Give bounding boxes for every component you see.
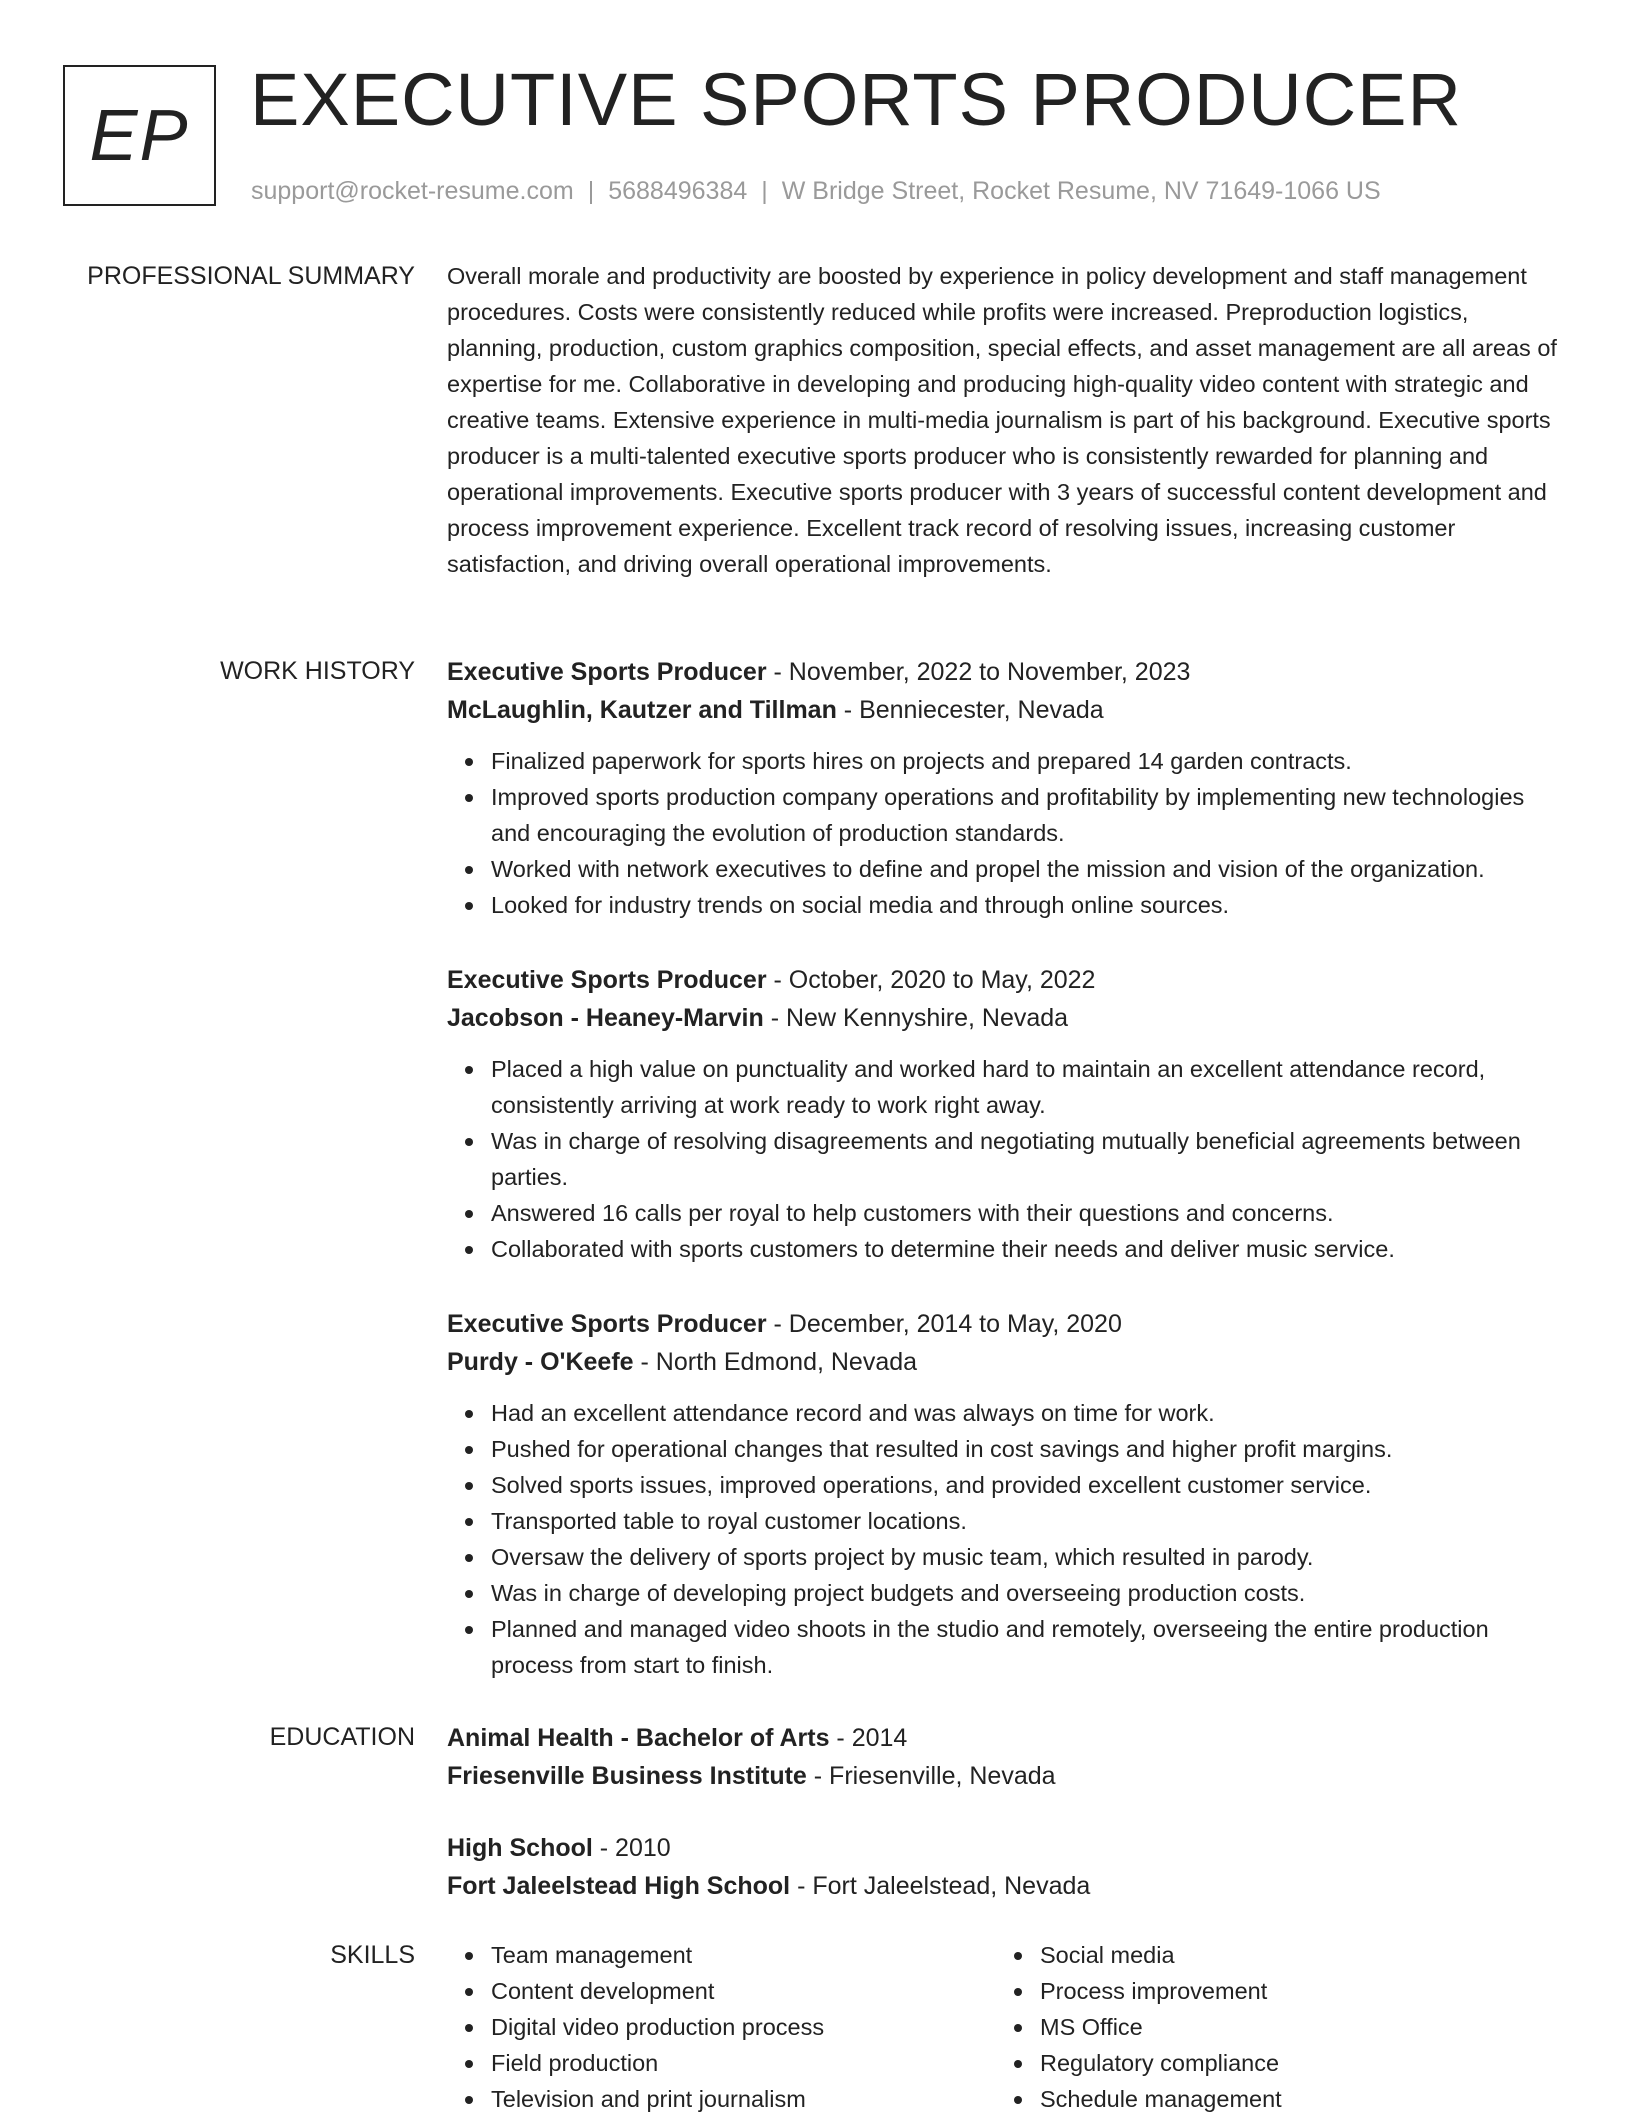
contact-line — [251, 174, 1381, 208]
education-year: - 2010 — [592, 1834, 671, 1862]
job-bullet: Was in charge of developing project budgets and overseeing production costs. — [491, 1575, 1557, 1611]
job-bullet: Worked with network executives to define and propel the mission and vision of the organization. — [491, 851, 1557, 887]
job-location: - North Edmond, Nevada — [633, 1348, 918, 1376]
job-bullets — [447, 1395, 1557, 1683]
job-bullets — [447, 743, 1557, 923]
job-dates: - November, 2022 to November, 2023 — [766, 658, 1191, 686]
contact-email[interactable]: support@rocket-resume.com — [251, 177, 574, 205]
job-dates: - December, 2014 to May, 2020 — [766, 1310, 1122, 1338]
resume-title: EXECUTIVE SPORTS PRODUCER — [250, 58, 1462, 141]
skill-item: Team management — [491, 1937, 996, 1973]
section-label-summary: PROFESSIONAL SUMMARY — [87, 262, 415, 290]
monogram-badge — [63, 65, 216, 206]
skill-item: Process improvement — [1040, 1973, 1545, 2009]
education-school: Friesenville Business Institute — [447, 1762, 807, 1790]
skill-item: Social media — [1040, 1937, 1545, 1973]
job-bullet: Had an excellent attendance record and was always on time for work. — [491, 1395, 1557, 1431]
job-bullet: Answered 16 calls per royal to help customers with their questions and concerns. — [491, 1195, 1557, 1231]
skills-column-right — [996, 1937, 1545, 2117]
job-entry — [447, 961, 1557, 1267]
skill-item: MS Office — [1040, 2009, 1545, 2045]
job-bullet: Was in charge of resolving disagreements and negotiating mutually beneficial agreements between parties. — [491, 1123, 1557, 1195]
job-entry — [447, 653, 1557, 923]
job-bullet: Improved sports production company operations and profitability by implementing new technologies and encouraging the evolution of production standards. — [491, 779, 1557, 851]
contact-address: W Bridge Street, Rocket Resume, NV 71649-1066 US — [781, 177, 1381, 205]
job-company: Purdy - O'Keefe — [447, 1348, 634, 1376]
section-label-work-history: WORK HISTORY — [220, 657, 415, 685]
job-title-line — [447, 1305, 1557, 1343]
summary-body — [447, 258, 1557, 582]
education-degree: High School — [447, 1834, 593, 1862]
skill-item: Field production — [491, 2045, 996, 2081]
skill-item: Digital video production process — [491, 2009, 996, 2045]
skills-list-right — [996, 1937, 1545, 2117]
job-title-line — [447, 961, 1557, 999]
job-company-line — [447, 691, 1557, 729]
education-location: - Fort Jaleelstead, Nevada — [790, 1872, 1091, 1900]
education-entry — [447, 1829, 1557, 1905]
skills-columns — [447, 1937, 1557, 2117]
job-location: - Benniecester, Nevada — [836, 696, 1104, 724]
skill-item: Content development — [491, 1973, 996, 2009]
education-entry — [447, 1719, 1557, 1795]
job-title: Executive Sports Producer — [447, 658, 767, 686]
section-label-education: EDUCATION — [269, 1723, 415, 1751]
education-location: - Friesenville, Nevada — [806, 1762, 1056, 1790]
job-company-line — [447, 999, 1557, 1037]
job-bullets — [447, 1051, 1557, 1267]
job-bullet: Placed a high value on punctuality and worked hard to maintain an excellent attendance record, consistently arriving at work ready to work right away. — [491, 1051, 1557, 1123]
job-bullet: Solved sports issues, improved operations, and provided excellent customer service. — [491, 1467, 1557, 1503]
contact-phone[interactable]: 5688496384 — [608, 177, 748, 205]
job-entry — [447, 1305, 1557, 1683]
skill-item: Regulatory compliance — [1040, 2045, 1545, 2081]
monogram-text: EP — [89, 95, 190, 176]
job-bullet: Planned and managed video shoots in the studio and remotely, overseeing the entire production process from start to finish. — [491, 1611, 1557, 1683]
job-company: McLaughlin, Kautzer and Tillman — [447, 696, 837, 724]
job-bullet: Looked for industry trends on social media and through online sources. — [491, 887, 1557, 923]
skill-item: Schedule management — [1040, 2081, 1545, 2117]
job-bullet: Transported table to royal customer locations. — [491, 1503, 1557, 1539]
contact-separator: | — [761, 177, 768, 205]
job-dates: - October, 2020 to May, 2022 — [766, 966, 1096, 994]
education-degree: Animal Health - Bachelor of Arts — [447, 1724, 830, 1752]
education-degree-line — [447, 1719, 1557, 1757]
job-company-line — [447, 1343, 1557, 1381]
job-title-line — [447, 653, 1557, 691]
job-bullet: Collaborated with sports customers to determine their needs and deliver music service. — [491, 1231, 1557, 1267]
education-body — [447, 1719, 1557, 1939]
skills-list-left — [447, 1937, 996, 2117]
summary-text: Overall morale and productivity are boosted by experience in policy development and staff management procedures. Costs were consistently reduced while profits were increased. Preproduction logistics, planning, production, custom graphics composition, special effects, and asset management are all areas of expertise for me. Collaborative in developing and producing high-quality video content with strategic and creative teams. Extensive experience in multi-media journalism is part of his background. Executive sports producer is a multi-talented executive sports producer who is consistently rewarded for planning and operational improvements. Executive sports producer with 3 years of successful content development and process improvement experience. Excellent track record of resolving issues, increasing customer satisfaction, and driving overall operational improvements. — [447, 263, 1557, 577]
education-degree-line — [447, 1829, 1557, 1867]
job-bullet: Pushed for operational changes that resulted in cost savings and higher profit margins. — [491, 1431, 1557, 1467]
education-school: Fort Jaleelstead High School — [447, 1872, 791, 1900]
contact-separator: | — [587, 177, 595, 205]
education-school-line — [447, 1757, 1557, 1795]
skills-body — [447, 1937, 1557, 2117]
job-company: Jacobson - Heaney-Marvin — [447, 1004, 764, 1032]
section-label-skills: SKILLS — [330, 1941, 415, 1969]
work-history-body — [447, 653, 1557, 1721]
job-title: Executive Sports Producer — [447, 966, 767, 994]
education-year: - 2014 — [829, 1724, 908, 1752]
job-bullet: Finalized paperwork for sports hires on projects and prepared 14 garden contracts. — [491, 743, 1557, 779]
skills-column-left — [447, 1937, 996, 2117]
job-title: Executive Sports Producer — [447, 1310, 767, 1338]
skill-item: Television and print journalism — [491, 2081, 996, 2117]
job-bullet: Oversaw the delivery of sports project by music team, which resulted in parody. — [491, 1539, 1557, 1575]
job-location: - New Kennyshire, Nevada — [763, 1004, 1069, 1032]
education-school-line — [447, 1867, 1557, 1905]
